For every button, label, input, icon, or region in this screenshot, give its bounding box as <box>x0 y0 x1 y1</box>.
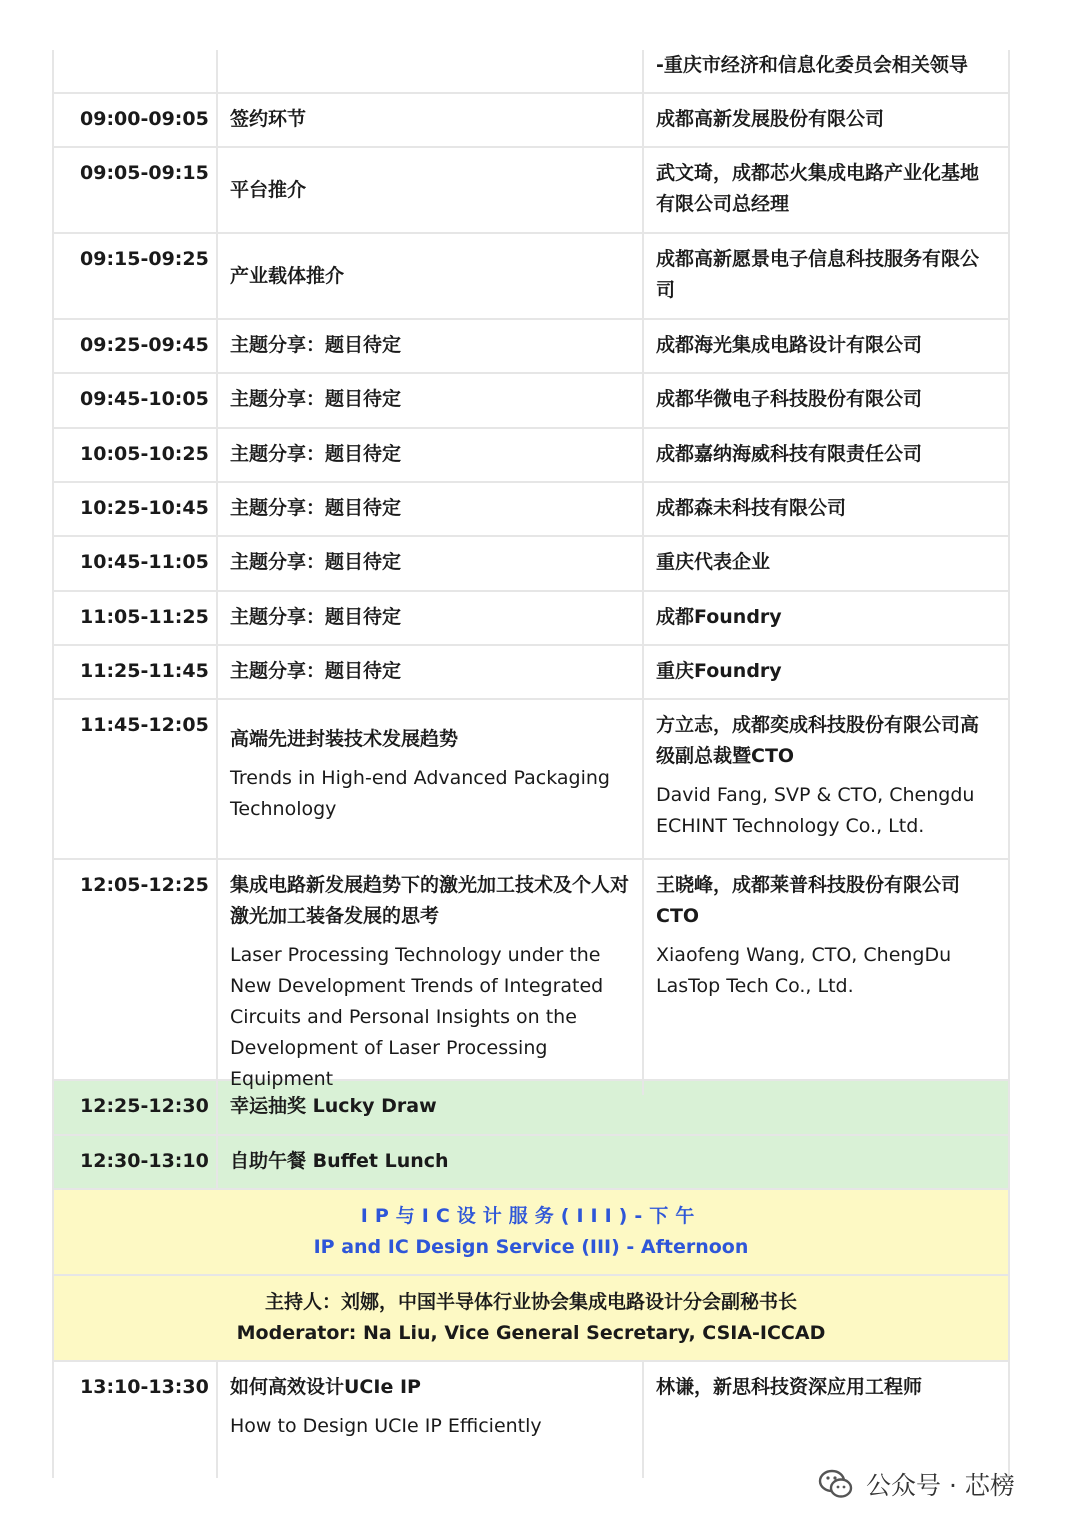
speaker-cell <box>642 860 1008 1095</box>
agenda-table <box>52 50 1010 1478</box>
session-title-en: IP and IC Design Service (III) - Afternoon <box>313 1236 749 1258</box>
time-cell: 10:25-10:45 <box>80 497 209 519</box>
table-row <box>54 50 1008 94</box>
topic-cell <box>216 860 642 1095</box>
break-row <box>54 1136 1008 1190</box>
break-label: 幸运抽奖 Lucky Draw <box>216 1081 1008 1134</box>
wechat-icon <box>816 1464 856 1504</box>
topic-cell: 主题分享：题目待定 <box>216 592 642 644</box>
speaker-cell: 成都森未科技有限公司 <box>642 483 1008 535</box>
session-title-cn: IP与IC设计服务(III)-下午 <box>360 1205 702 1227</box>
table-row <box>54 1362 1008 1478</box>
topic-cell: 主题分享：题目待定 <box>216 483 642 535</box>
speaker-cell: 成都Foundry <box>642 592 1008 644</box>
time-cell: 11:05-11:25 <box>80 606 209 628</box>
time-cell: 12:05-12:25 <box>80 874 209 896</box>
table-row <box>54 537 1008 592</box>
time-cell: 10:05-10:25 <box>80 443 209 465</box>
time-cell: 09:15-09:25 <box>80 248 209 270</box>
topic-cell <box>216 700 642 858</box>
topic-cn: 如何高效设计UCIe IP <box>230 1376 421 1398</box>
topic-cn: 高端先进封装技术发展趋势 <box>230 728 459 750</box>
break-label: 自助午餐 Buffet Lunch <box>216 1136 1008 1188</box>
topic-cell: 主题分享：题目待定 <box>216 374 642 427</box>
table-row <box>54 429 1008 483</box>
speaker-cn: 王晓峰，成都莱普科技股份有限公司CTO <box>656 874 961 927</box>
time-cell: 09:05-09:15 <box>80 162 209 184</box>
table-row <box>54 700 1008 860</box>
time-cell: 12:30-13:10 <box>80 1150 209 1172</box>
time-cell: 12:25-12:30 <box>80 1095 209 1117</box>
speaker-cell: 武文琦，成都芯火集成电路产业化基地有限公司总经理 <box>642 148 1008 232</box>
topic-en: Trends in High-end Advanced Packaging Technology <box>230 767 610 820</box>
topic-cell: 主题分享：题目待定 <box>216 537 642 590</box>
speaker-cell: 林谦，新思科技资深应用工程师 <box>642 1362 1008 1478</box>
topic-cell: 签约环节 <box>216 94 642 146</box>
time-cell <box>54 50 216 92</box>
topic-cell <box>216 50 642 92</box>
topic-cell: 主题分享：题目待定 <box>216 646 642 698</box>
table-row <box>54 94 1008 148</box>
break-row <box>54 1081 1008 1136</box>
time-cell: 11:25-11:45 <box>80 660 209 682</box>
speaker-cell: 成都嘉纳海威科技有限责任公司 <box>642 429 1008 481</box>
speaker-cell: 成都高新发展股份有限公司 <box>642 94 1008 146</box>
topic-en: Laser Processing Technology under the New Development Trends of Integrated Circuits and Personal Insights on the Development of Laser Processing Equipment <box>230 944 604 1090</box>
topic-cell: 主题分享：题目待定 <box>216 320 642 372</box>
time-cell: 09:25-09:45 <box>80 334 209 356</box>
time-cell: 09:45-10:05 <box>80 388 209 410</box>
table-row <box>54 234 1008 320</box>
watermark <box>816 1462 1015 1506</box>
moderator-cn: 主持人：刘娜，中国半导体行业协会集成电路设计分会副秘书长 <box>264 1291 797 1313</box>
topic-cell <box>216 1362 642 1478</box>
speaker-cell: 成都海光集成电路设计有限公司 <box>642 320 1008 372</box>
table-row <box>54 646 1008 700</box>
session-header <box>54 1190 1008 1276</box>
topic-cell: 主题分享：题目待定 <box>216 429 642 481</box>
speaker-cell <box>642 700 1008 858</box>
watermark-text: 公众号 · 芯榜 <box>866 1471 1015 1500</box>
speaker-cn: 方立志，成都奕成科技股份有限公司高级副总裁暨CTO <box>656 714 980 767</box>
speaker-cell: 重庆代表企业 <box>642 537 1008 590</box>
speaker-cell: 重庆Foundry <box>642 646 1008 698</box>
table-row <box>54 592 1008 646</box>
topic-cell: 产业载体推介 <box>216 234 642 318</box>
topic-en: How to Design UCIe IP Efficiently <box>230 1415 542 1437</box>
speaker-cell: -重庆市经济和信息化委员会相关领导 <box>642 50 1008 92</box>
moderator-banner <box>54 1276 1008 1362</box>
table-row <box>54 860 1008 1090</box>
time-cell: 11:45-12:05 <box>80 714 209 736</box>
table-row <box>54 148 1008 234</box>
table-row <box>54 374 1008 429</box>
moderator-en: Moderator: Na Liu, Vice General Secretary, CSIA-ICCAD <box>236 1322 826 1344</box>
topic-cn: 集成电路新发展趋势下的激光加工技术及个人对激光加工装备发展的思考 <box>230 874 630 927</box>
table-row <box>54 320 1008 374</box>
topic-cell: 平台推介 <box>216 148 642 232</box>
time-cell: 13:10-13:30 <box>80 1376 209 1398</box>
speaker-en: Xiaofeng Wang, CTO, ChengDu LasTop Tech Co., Ltd. <box>656 944 952 997</box>
speaker-cell: 成都华微电子科技股份有限公司 <box>642 374 1008 427</box>
speaker-en: David Fang, SVP & CTO, Chengdu ECHINT Technology Co., Ltd. <box>656 784 975 837</box>
time-cell: 09:00-09:05 <box>80 108 209 130</box>
table-row <box>54 483 1008 537</box>
time-cell: 10:45-11:05 <box>80 551 209 573</box>
speaker-cell: 成都高新愿景电子信息科技服务有限公司 <box>642 234 1008 318</box>
